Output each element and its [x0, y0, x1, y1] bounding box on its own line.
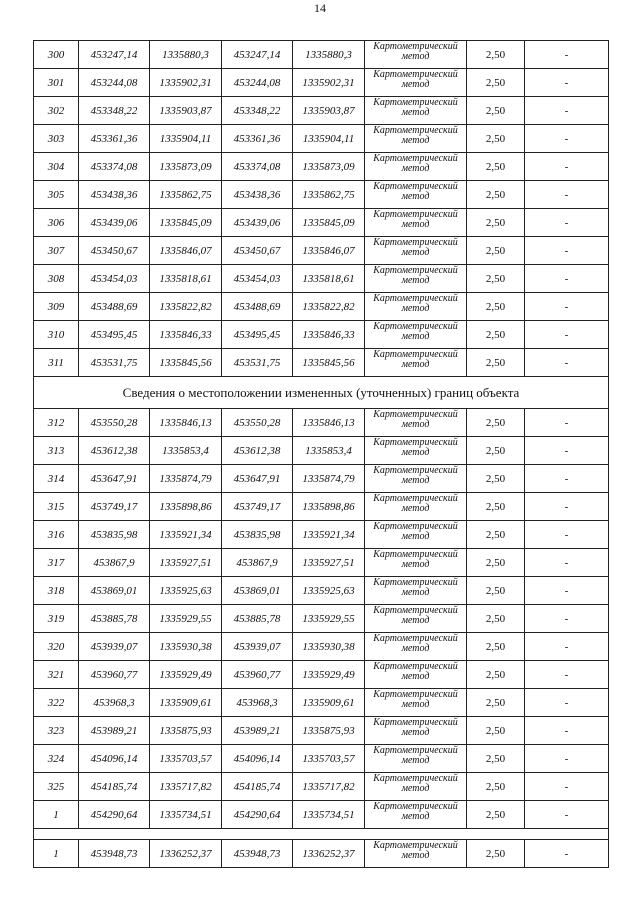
method-cell: Картометрический метод: [365, 69, 467, 97]
point-number-cell: 321: [34, 661, 79, 689]
refined-y-cell: 1335703,57: [293, 745, 365, 773]
accuracy-cell: 2,50: [467, 153, 525, 181]
point-number-cell: 302: [34, 97, 79, 125]
refined-x-cell: 453749,17: [222, 493, 293, 521]
existing-x-cell: 454185,74: [79, 773, 150, 801]
table-row: [34, 521, 609, 549]
accuracy-cell: 2,50: [467, 321, 525, 349]
note-cell: -: [525, 153, 609, 181]
method-cell: Картометрический метод: [365, 321, 467, 349]
existing-x-cell: 453454,03: [79, 265, 150, 293]
refined-x-cell: 453495,45: [222, 321, 293, 349]
table-row: [34, 801, 609, 829]
point-number-cell: 316: [34, 521, 79, 549]
refined-y-cell: 1335846,07: [293, 237, 365, 265]
table-row: [34, 69, 609, 97]
table-row: [34, 209, 609, 237]
note-cell: -: [525, 437, 609, 465]
existing-x-cell: 453939,07: [79, 633, 150, 661]
refined-x-cell: 453244,08: [222, 69, 293, 97]
table-row: [34, 577, 609, 605]
method-cell: Картометрический метод: [365, 181, 467, 209]
existing-y-cell: 1335845,56: [150, 349, 222, 377]
point-number-cell: 1: [34, 840, 79, 868]
note-cell: -: [525, 409, 609, 437]
note-cell: -: [525, 801, 609, 829]
refined-y-cell: 1335930,38: [293, 633, 365, 661]
point-number-cell: 313: [34, 437, 79, 465]
accuracy-cell: 2,50: [467, 69, 525, 97]
refined-x-cell: 453989,21: [222, 717, 293, 745]
method-cell: Картометрический метод: [365, 689, 467, 717]
point-number-cell: 309: [34, 293, 79, 321]
point-number-cell: 304: [34, 153, 79, 181]
refined-y-cell: 1335853,4: [293, 437, 365, 465]
refined-y-cell: 1335898,86: [293, 493, 365, 521]
point-number-cell: 306: [34, 209, 79, 237]
refined-y-cell: 1335875,93: [293, 717, 365, 745]
existing-y-cell: 1335873,09: [150, 153, 222, 181]
accuracy-cell: 2,50: [467, 521, 525, 549]
refined-x-cell: 453835,98: [222, 521, 293, 549]
accuracy-cell: 2,50: [467, 409, 525, 437]
existing-x-cell: 453348,22: [79, 97, 150, 125]
note-cell: -: [525, 745, 609, 773]
method-cell: Картометрический метод: [365, 717, 467, 745]
refined-y-cell: 1335846,33: [293, 321, 365, 349]
point-number-cell: 317: [34, 549, 79, 577]
existing-x-cell: 453439,06: [79, 209, 150, 237]
refined-y-cell: 1335902,31: [293, 69, 365, 97]
section-title: Сведения о местоположении измененных (уточненных) границ объекта: [34, 377, 609, 409]
table-row: [34, 265, 609, 293]
existing-x-cell: 453374,08: [79, 153, 150, 181]
method-cell: Картометрический метод: [365, 773, 467, 801]
note-cell: -: [525, 549, 609, 577]
refined-y-cell: 1335717,82: [293, 773, 365, 801]
existing-y-cell: 1335846,33: [150, 321, 222, 349]
point-number-cell: 319: [34, 605, 79, 633]
refined-y-cell: 1335904,11: [293, 125, 365, 153]
refined-y-cell: 1336252,37: [293, 840, 365, 868]
accuracy-cell: 2,50: [467, 41, 525, 69]
table-row: [34, 465, 609, 493]
existing-y-cell: 1335930,38: [150, 633, 222, 661]
refined-x-cell: 453960,77: [222, 661, 293, 689]
existing-y-cell: 1335862,75: [150, 181, 222, 209]
accuracy-cell: 2,50: [467, 661, 525, 689]
existing-x-cell: 453885,78: [79, 605, 150, 633]
method-cell: Картометрический метод: [365, 549, 467, 577]
refined-y-cell: 1335845,56: [293, 349, 365, 377]
existing-x-cell: 453488,69: [79, 293, 150, 321]
accuracy-cell: 2,50: [467, 745, 525, 773]
existing-y-cell: 1335845,09: [150, 209, 222, 237]
table-row: [34, 633, 609, 661]
accuracy-cell: 2,50: [467, 349, 525, 377]
existing-x-cell: 453989,21: [79, 717, 150, 745]
accuracy-cell: 2,50: [467, 265, 525, 293]
existing-x-cell: 454290,64: [79, 801, 150, 829]
table-row: [34, 689, 609, 717]
existing-y-cell: 1335703,57: [150, 745, 222, 773]
existing-x-cell: 453495,45: [79, 321, 150, 349]
refined-y-cell: 1335880,3: [293, 41, 365, 69]
refined-x-cell: 453374,08: [222, 153, 293, 181]
existing-y-cell: 1335822,82: [150, 293, 222, 321]
table-row: [34, 549, 609, 577]
point-number-cell: 323: [34, 717, 79, 745]
existing-y-cell: 1335898,86: [150, 493, 222, 521]
refined-x-cell: 453247,14: [222, 41, 293, 69]
table-row: [34, 661, 609, 689]
accuracy-cell: 2,50: [467, 97, 525, 125]
refined-y-cell: 1335929,55: [293, 605, 365, 633]
refined-x-cell: 453550,28: [222, 409, 293, 437]
method-cell: Картометрический метод: [365, 633, 467, 661]
point-number-cell: 303: [34, 125, 79, 153]
existing-y-cell: 1335734,51: [150, 801, 222, 829]
note-cell: -: [525, 97, 609, 125]
existing-y-cell: 1335925,63: [150, 577, 222, 605]
refined-y-cell: 1335903,87: [293, 97, 365, 125]
spacer-row: [34, 829, 609, 840]
existing-y-cell: 1335929,49: [150, 661, 222, 689]
existing-y-cell: 1335818,61: [150, 265, 222, 293]
refined-y-cell: 1335862,75: [293, 181, 365, 209]
method-cell: Картометрический метод: [365, 605, 467, 633]
refined-x-cell: 453647,91: [222, 465, 293, 493]
point-number-cell: 305: [34, 181, 79, 209]
existing-x-cell: 453835,98: [79, 521, 150, 549]
refined-y-cell: 1335925,63: [293, 577, 365, 605]
point-number-cell: 308: [34, 265, 79, 293]
method-cell: Картометрический метод: [365, 493, 467, 521]
refined-x-cell: 454096,14: [222, 745, 293, 773]
existing-x-cell: 453550,28: [79, 409, 150, 437]
existing-x-cell: 453867,9: [79, 549, 150, 577]
refined-x-cell: 453968,3: [222, 689, 293, 717]
note-cell: -: [525, 41, 609, 69]
existing-y-cell: 1335902,31: [150, 69, 222, 97]
existing-y-cell: 1335927,51: [150, 549, 222, 577]
method-cell: Картометрический метод: [365, 409, 467, 437]
accuracy-cell: 2,50: [467, 293, 525, 321]
refined-y-cell: 1335846,13: [293, 409, 365, 437]
note-cell: -: [525, 717, 609, 745]
accuracy-cell: 2,50: [467, 181, 525, 209]
existing-x-cell: 453361,36: [79, 125, 150, 153]
method-cell: Картометрический метод: [365, 465, 467, 493]
group2-rows: [34, 409, 609, 829]
table-row: [34, 409, 609, 437]
refined-x-cell: 454185,74: [222, 773, 293, 801]
accuracy-cell: 2,50: [467, 237, 525, 265]
table-row: [34, 321, 609, 349]
note-cell: -: [525, 181, 609, 209]
method-cell: Картометрический метод: [365, 237, 467, 265]
note-cell: -: [525, 209, 609, 237]
refined-y-cell: 1335845,09: [293, 209, 365, 237]
method-cell: Картометрический метод: [365, 577, 467, 605]
point-number-cell: 300: [34, 41, 79, 69]
existing-x-cell: 453247,14: [79, 41, 150, 69]
point-number-cell: 301: [34, 69, 79, 97]
method-cell: Картометрический метод: [365, 801, 467, 829]
refined-y-cell: 1335929,49: [293, 661, 365, 689]
accuracy-cell: 2,50: [467, 773, 525, 801]
existing-y-cell: 1335929,55: [150, 605, 222, 633]
refined-y-cell: 1335734,51: [293, 801, 365, 829]
table-row: [34, 773, 609, 801]
table-row: [34, 437, 609, 465]
refined-x-cell: 453612,38: [222, 437, 293, 465]
existing-x-cell: 453612,38: [79, 437, 150, 465]
refined-x-cell: 453869,01: [222, 577, 293, 605]
point-number-cell: 310: [34, 321, 79, 349]
point-number-cell: 320: [34, 633, 79, 661]
point-number-cell: 325: [34, 773, 79, 801]
note-cell: -: [525, 465, 609, 493]
note-cell: -: [525, 633, 609, 661]
note-cell: -: [525, 689, 609, 717]
existing-y-cell: 1335846,13: [150, 409, 222, 437]
note-cell: -: [525, 661, 609, 689]
note-cell: -: [525, 773, 609, 801]
existing-x-cell: 453244,08: [79, 69, 150, 97]
refined-x-cell: 453438,36: [222, 181, 293, 209]
table-row: [34, 493, 609, 521]
accuracy-cell: 2,50: [467, 801, 525, 829]
point-number-cell: 311: [34, 349, 79, 377]
refined-y-cell: 1335873,09: [293, 153, 365, 181]
table-row: [34, 181, 609, 209]
accuracy-cell: 2,50: [467, 437, 525, 465]
refined-y-cell: 1335822,82: [293, 293, 365, 321]
accuracy-cell: 2,50: [467, 689, 525, 717]
existing-y-cell: 1335846,07: [150, 237, 222, 265]
existing-x-cell: 453450,67: [79, 237, 150, 265]
table-row: [34, 237, 609, 265]
group1-rows: [34, 41, 609, 377]
method-cell: Картометрический метод: [365, 349, 467, 377]
existing-y-cell: 1335909,61: [150, 689, 222, 717]
method-cell: Картометрический метод: [365, 437, 467, 465]
point-number-cell: 324: [34, 745, 79, 773]
note-cell: -: [525, 577, 609, 605]
note-cell: -: [525, 69, 609, 97]
existing-x-cell: 453968,3: [79, 689, 150, 717]
refined-x-cell: 453450,67: [222, 237, 293, 265]
table-row: [34, 293, 609, 321]
existing-y-cell: 1335853,4: [150, 437, 222, 465]
note-cell: -: [525, 293, 609, 321]
table-row: [34, 97, 609, 125]
table-row: [34, 125, 609, 153]
existing-x-cell: 453869,01: [79, 577, 150, 605]
accuracy-cell: 2,50: [467, 549, 525, 577]
section-row: [34, 377, 609, 409]
refined-y-cell: 1335921,34: [293, 521, 365, 549]
existing-x-cell: 453531,75: [79, 349, 150, 377]
note-cell: -: [525, 493, 609, 521]
point-number-cell: 312: [34, 409, 79, 437]
existing-x-cell: 453960,77: [79, 661, 150, 689]
refined-x-cell: 453939,07: [222, 633, 293, 661]
table-row: [34, 840, 609, 868]
accuracy-cell: 2,50: [467, 840, 525, 868]
existing-x-cell: 453438,36: [79, 181, 150, 209]
refined-x-cell: 453348,22: [222, 97, 293, 125]
existing-x-cell: 454096,14: [79, 745, 150, 773]
accuracy-cell: 2,50: [467, 633, 525, 661]
method-cell: Картометрический метод: [365, 521, 467, 549]
refined-x-cell: 454290,64: [222, 801, 293, 829]
note-cell: -: [525, 237, 609, 265]
point-number-cell: 1: [34, 801, 79, 829]
note-cell: -: [525, 265, 609, 293]
refined-x-cell: 453454,03: [222, 265, 293, 293]
coordinates-table: [33, 40, 609, 868]
refined-y-cell: 1335874,79: [293, 465, 365, 493]
method-cell: Картометрический метод: [365, 293, 467, 321]
existing-x-cell: 453647,91: [79, 465, 150, 493]
method-cell: Картометрический метод: [365, 745, 467, 773]
table-row: [34, 745, 609, 773]
spacer-cell: [34, 829, 609, 840]
existing-x-cell: 453749,17: [79, 493, 150, 521]
accuracy-cell: 2,50: [467, 717, 525, 745]
refined-y-cell: 1335818,61: [293, 265, 365, 293]
point-number-cell: 315: [34, 493, 79, 521]
refined-y-cell: 1335909,61: [293, 689, 365, 717]
note-cell: -: [525, 125, 609, 153]
refined-x-cell: 453488,69: [222, 293, 293, 321]
point-number-cell: 314: [34, 465, 79, 493]
method-cell: Картометрический метод: [365, 153, 467, 181]
point-number-cell: 307: [34, 237, 79, 265]
refined-y-cell: 1335927,51: [293, 549, 365, 577]
method-cell: Картометрический метод: [365, 125, 467, 153]
existing-y-cell: 1335903,87: [150, 97, 222, 125]
method-cell: Картометрический метод: [365, 209, 467, 237]
accuracy-cell: 2,50: [467, 465, 525, 493]
note-cell: -: [525, 321, 609, 349]
note-cell: -: [525, 840, 609, 868]
refined-x-cell: 453361,36: [222, 125, 293, 153]
refined-x-cell: 453885,78: [222, 605, 293, 633]
accuracy-cell: 2,50: [467, 209, 525, 237]
table-row: [34, 717, 609, 745]
note-cell: -: [525, 521, 609, 549]
page-number: 14: [314, 1, 326, 15]
existing-y-cell: 1335875,93: [150, 717, 222, 745]
existing-y-cell: 1336252,37: [150, 840, 222, 868]
method-cell: Картометрический метод: [365, 97, 467, 125]
note-cell: -: [525, 605, 609, 633]
method-cell: Картометрический метод: [365, 41, 467, 69]
method-cell: Картометрический метод: [365, 661, 467, 689]
point-number-cell: 322: [34, 689, 79, 717]
table-row: [34, 605, 609, 633]
accuracy-cell: 2,50: [467, 605, 525, 633]
refined-x-cell: 453439,06: [222, 209, 293, 237]
refined-x-cell: 453531,75: [222, 349, 293, 377]
table-row: [34, 349, 609, 377]
method-cell: Картометрический метод: [365, 265, 467, 293]
accuracy-cell: 2,50: [467, 493, 525, 521]
accuracy-cell: 2,50: [467, 125, 525, 153]
accuracy-cell: 2,50: [467, 577, 525, 605]
refined-x-cell: 453948,73: [222, 840, 293, 868]
existing-y-cell: 1335921,34: [150, 521, 222, 549]
refined-x-cell: 453867,9: [222, 549, 293, 577]
table-row: [34, 153, 609, 181]
existing-y-cell: 1335717,82: [150, 773, 222, 801]
existing-y-cell: 1335904,11: [150, 125, 222, 153]
note-cell: -: [525, 349, 609, 377]
existing-y-cell: 1335874,79: [150, 465, 222, 493]
point-number-cell: 318: [34, 577, 79, 605]
table-row: [34, 41, 609, 69]
group3-rows: [34, 840, 609, 868]
method-cell: Картометрический метод: [365, 840, 467, 868]
existing-y-cell: 1335880,3: [150, 41, 222, 69]
existing-x-cell: 453948,73: [79, 840, 150, 868]
